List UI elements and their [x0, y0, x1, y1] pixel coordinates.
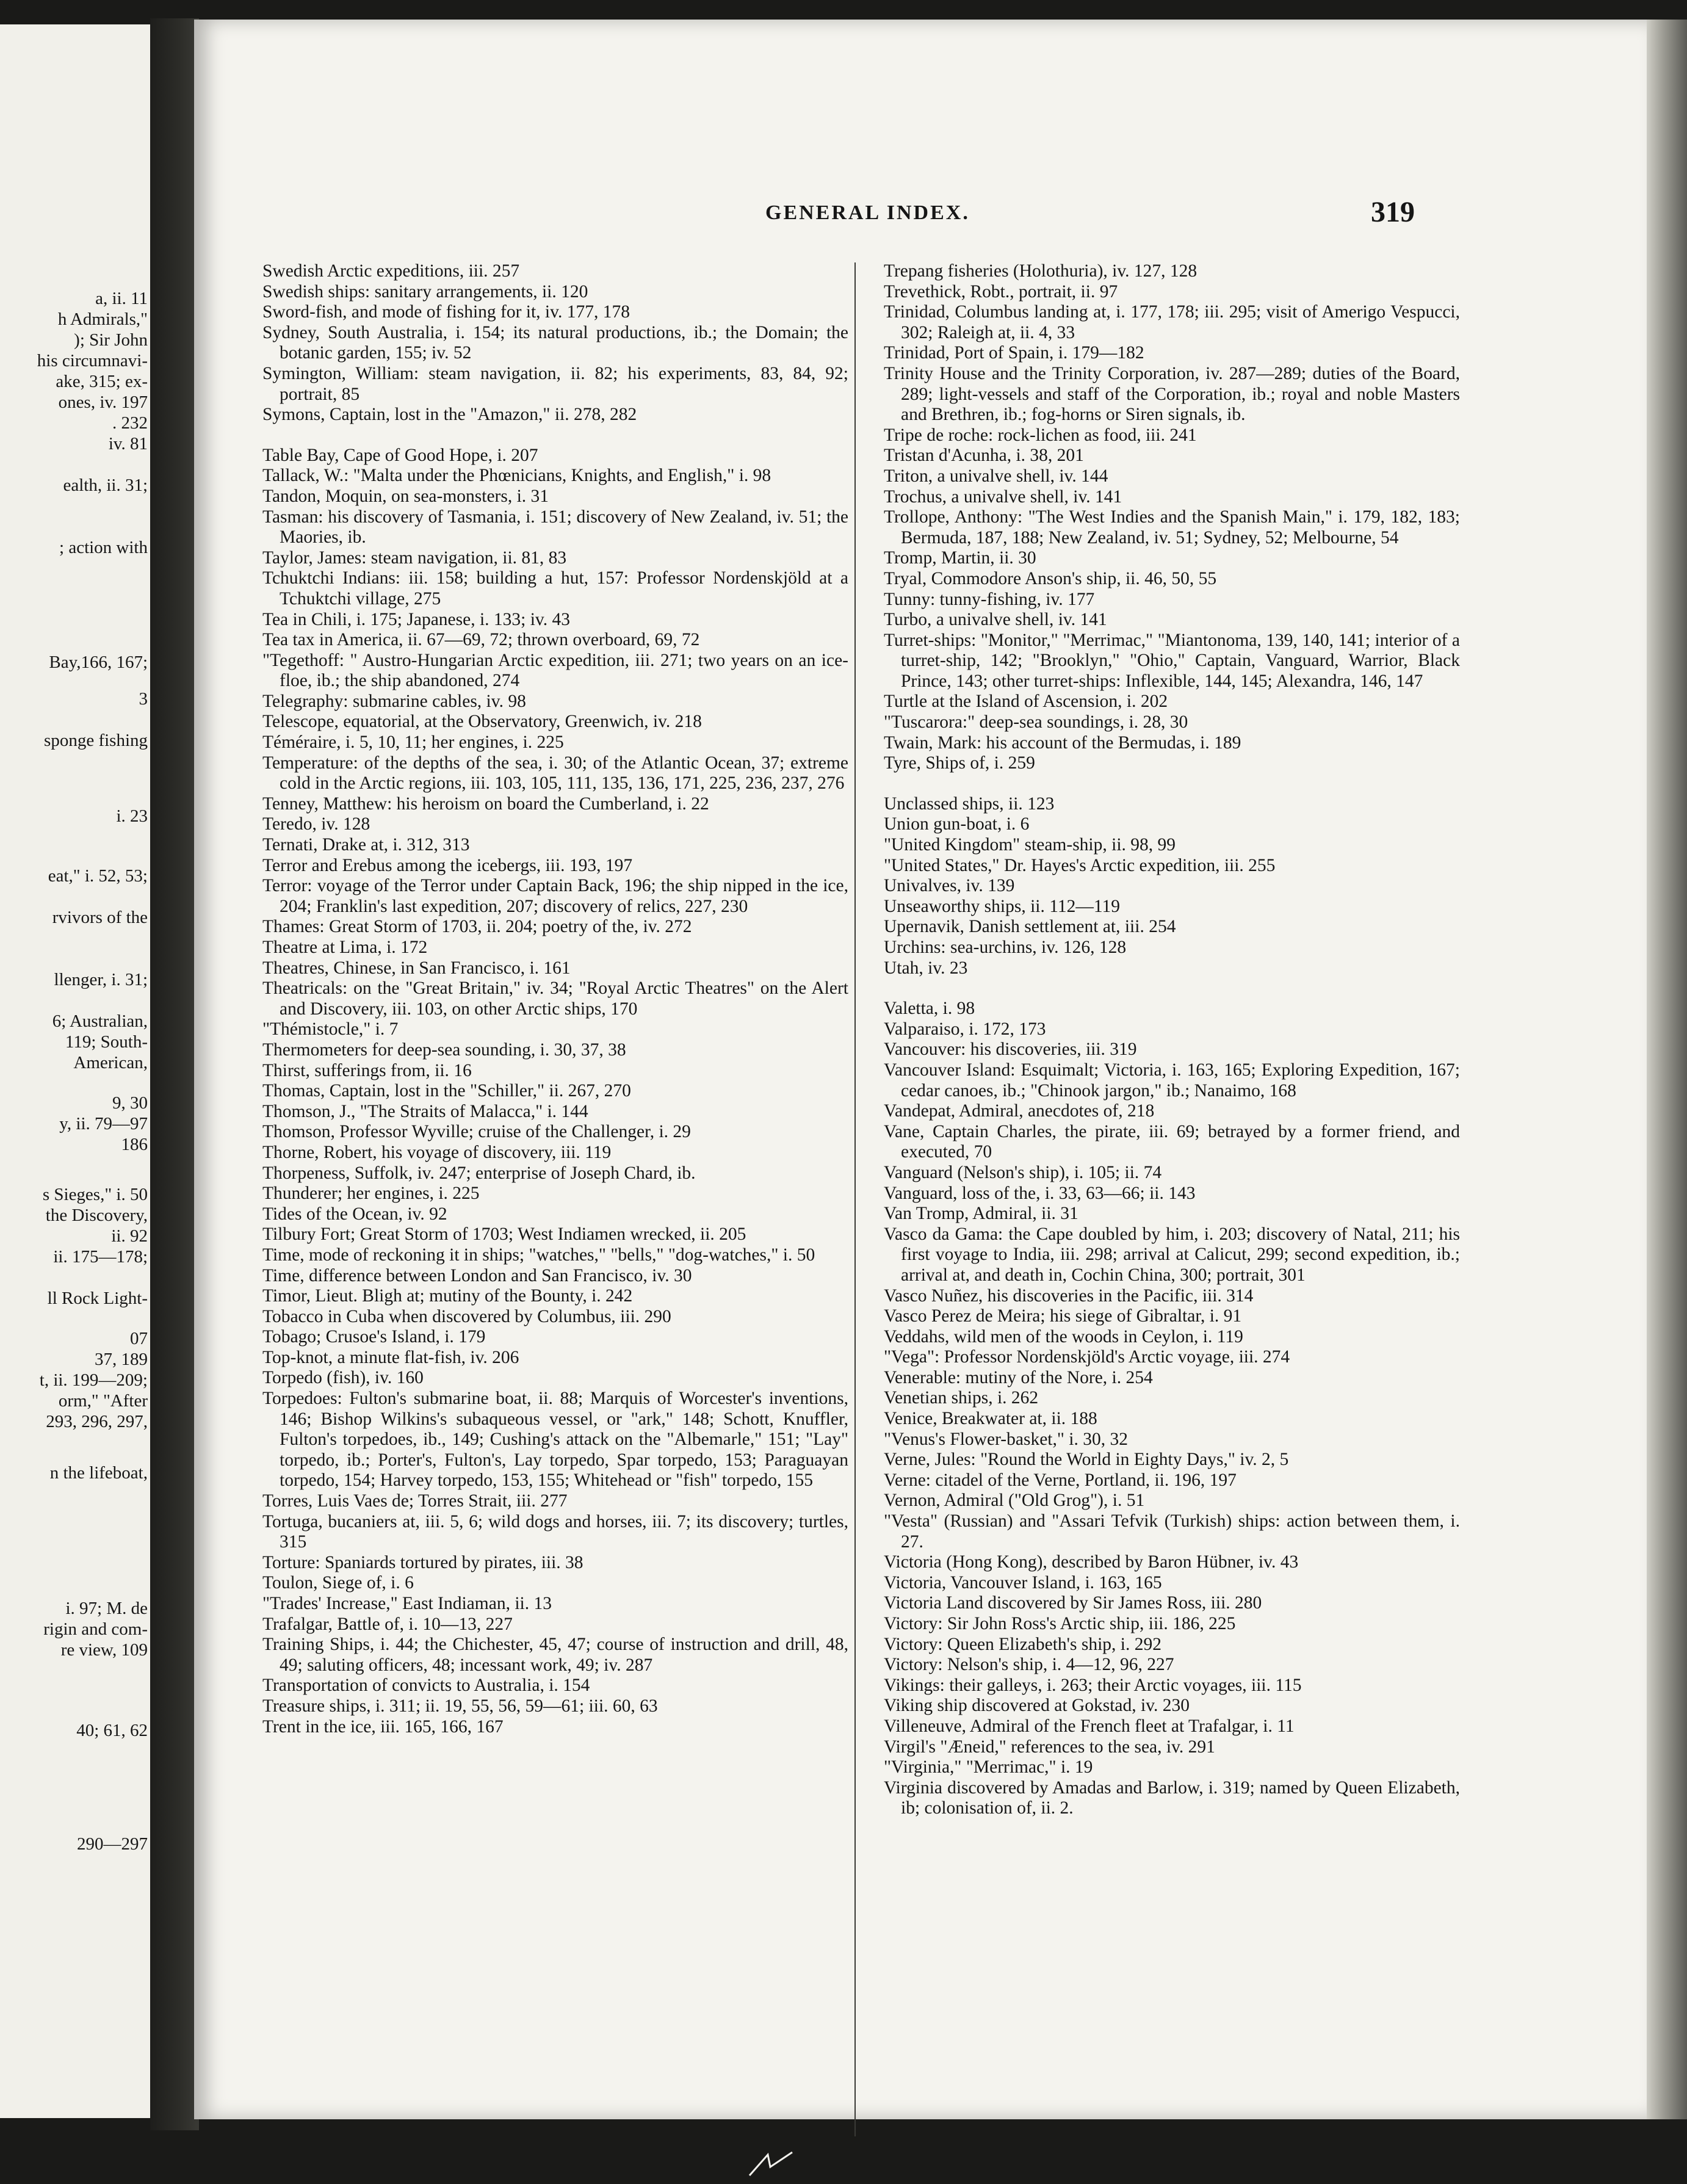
index-entry: Vasco Perez de Meira; his siege of Gibraltar, i. 91	[884, 1306, 1242, 1326]
index-entry: Vernon, Admiral ("Old Grog"), i. 51	[884, 1491, 1145, 1511]
index-entry: Swedish ships: sanitary arrangements, ii. 120	[262, 281, 588, 302]
scan-mark-icon	[743, 2149, 798, 2179]
facing-page-fragment: . 232	[112, 413, 148, 433]
index-entry: Thomson, Professor Wyville; cruise of the Challenger, i. 29	[262, 1122, 691, 1142]
index-entry: Tilbury Fort; Great Storm of 1703; West Indiamen wrecked, ii. 205	[262, 1224, 746, 1245]
index-entry: "Vega": Professor Nordenskjöld's Arctic voyage, iii. 274	[884, 1347, 1290, 1367]
index-entry: Thomas, Captain, lost in the "Schiller," ii. 267, 270	[262, 1081, 631, 1101]
index-entry: Vanguard, loss of the, i. 33, 63—66; ii. 143	[884, 1183, 1196, 1203]
facing-page-fragment: 40; 61, 62	[76, 1721, 148, 1740]
index-entry: Tristan d'Acunha, i. 38, 201	[884, 446, 1084, 466]
facing-page-fragment: sponge fishing	[44, 731, 148, 750]
facing-page-fragment: llenger, i. 31;	[54, 970, 148, 989]
index-entry: Venetian ships, i. 262	[884, 1388, 1039, 1408]
index-entry: Symington, William: steam navigation, ii. 82; his experiments, 83, 84, 92; portrait, 85	[262, 363, 848, 404]
index-entry: Thomson, J., "The Straits of Malacca," i. 144	[262, 1101, 588, 1121]
facing-page-fragment: orm," "After	[58, 1391, 148, 1411]
index-entry: Tobacco in Cuba when discovered by Columbus, iii. 290	[262, 1306, 671, 1326]
index-entry: Vandepat, Admiral, anecdotes of, 218	[884, 1101, 1155, 1121]
index-entry: Trevethick, Robt., portrait, ii. 97	[884, 281, 1118, 302]
index-entry: Vancouver: his discoveries, iii. 319	[884, 1040, 1137, 1060]
index-entry: Thermometers for deep-sea sounding, i. 30, 37, 38	[262, 1040, 626, 1060]
index-entry: Vanguard (Nelson's ship), i. 105; ii. 74	[884, 1162, 1162, 1182]
index-entry: Venerable: mutiny of the Nore, i. 254	[884, 1367, 1153, 1387]
index-entry: "Trades' Increase," East Indiaman, ii. 13	[262, 1594, 552, 1613]
index-entry: Victoria (Hong Kong), described by Baron Hübner, iv. 43	[884, 1552, 1299, 1572]
index-entry: Utah, iv. 23	[884, 958, 968, 978]
index-entry: Venice, Breakwater at, ii. 188	[884, 1409, 1097, 1429]
index-entry: Tyre, Ships of, i. 259	[884, 753, 1035, 773]
index-entry: Tunny: tunny-fishing, iv. 177	[884, 589, 1095, 609]
facing-page-fragment: 186	[121, 1135, 148, 1154]
index-entry: Time, difference between London and San Francisco, iv. 30	[262, 1265, 692, 1285]
index-entry: Terror and Erebus among the icebergs, iii. 193, 197	[262, 855, 633, 875]
index-entry: "Thémistocle," i. 7	[262, 1019, 399, 1040]
index-entry: Treasure ships, i. 311; ii. 19, 55, 56, 59—61; iii. 60, 63	[262, 1696, 658, 1716]
index-entry: Triton, a univalve shell, iv. 144	[884, 466, 1108, 486]
index-entry: "Tegethoff: " Austro-Hungarian Arctic expedition, iii. 271; two years on an ice-floe, ib.; the ship abandoned, 274	[262, 650, 848, 691]
index-entry: Toulon, Siege of, i. 6	[262, 1573, 414, 1593]
index-entry: Thunderer; her engines, i. 225	[262, 1184, 480, 1204]
running-header-title: GENERAL INDEX.	[765, 201, 970, 224]
index-entry: Valparaiso, i. 172, 173	[884, 1019, 1046, 1039]
index-entry: "Vesta" (Russian) and "Assari Tefvik (Turkish) ships: action between them, i. 27.	[884, 1511, 1460, 1552]
page-stack-edge	[1647, 20, 1687, 2119]
index-entry: "United Kingdom" steam-ship, ii. 98, 99	[884, 835, 1176, 855]
facing-page-fragment: iv. 81	[108, 434, 148, 454]
facing-page-fragment: ii. 92	[111, 1226, 148, 1246]
index-entry: Tryal, Commodore Anson's ship, ii. 46, 50, 55	[884, 568, 1217, 588]
index-entry: Tobago; Crusoe's Island, i. 179	[262, 1327, 486, 1347]
index-entry: "Tuscarora:" deep-sea soundings, i. 28, 30	[884, 712, 1188, 732]
index-entry: Torres, Luis Vaes de; Torres Strait, iii. 277	[262, 1491, 568, 1511]
index-entry: Telegraphy: submarine cables, iv. 98	[262, 691, 526, 711]
index-entry: "United States," Dr. Hayes's Arctic expedition, iii. 255	[884, 855, 1276, 875]
index-entry: Transportation of convicts to Australia, i. 154	[262, 1676, 590, 1696]
index-entry: Unseaworthy ships, ii. 112—119	[884, 896, 1121, 916]
index-entry: Union gun-boat, i. 6	[884, 814, 1030, 834]
facing-page-fragment: 37, 189	[95, 1350, 148, 1369]
index-entry: Teredo, iv. 128	[262, 814, 370, 834]
index-entry: Virginia discovered by Amadas and Barlow, i. 319; named by Queen Elizabeth, ib; colonisation of, ii. 2.	[884, 1777, 1460, 1818]
index-entry: Torture: Spaniards tortured by pirates, iii. 38	[262, 1552, 583, 1572]
facing-page-fragment: 3	[139, 689, 148, 709]
index-entry: Trepang fisheries (Holothuria), iv. 127, 128	[884, 261, 1198, 281]
index-entry: Trinidad, Port of Spain, i. 179—182	[884, 343, 1144, 363]
index-entry: Veddahs, wild men of the woods in Ceylon, i. 119	[884, 1326, 1243, 1347]
facing-page-fragment: his circumnavi-	[37, 351, 148, 371]
facing-page-fragment: 293, 296, 297,	[46, 1412, 148, 1431]
index-entry: Trollope, Anthony: "The West Indies and the Spanish Main," i. 179, 182, 183; Bermuda, 187, 188; New Zealand, iv. 51; Sydney, 52; Melbourne, 54	[884, 507, 1460, 548]
index-entry: Taylor, James: steam navigation, ii. 81, 83	[262, 548, 567, 568]
index-entry: Theatre at Lima, i. 172	[262, 938, 428, 957]
facing-page-fragment: 9, 30	[112, 1093, 148, 1113]
index-entry: Time, mode of reckoning it in ships; "watches," "bells," "dog-watches," i. 50	[262, 1245, 815, 1265]
facing-page-fragment: ii. 175—178;	[53, 1247, 148, 1267]
facing-page-fragment: ; action with	[59, 538, 148, 557]
index-entry: Trent in the ice, iii. 165, 166, 167	[262, 1716, 504, 1737]
index-entry: Tchuktchi Indians: iii. 158; building a hut, 157: Professor Nordenskjöld at a Tchuktchi village, 275	[262, 568, 848, 609]
facing-page-fragment: eat," i. 52, 53;	[48, 866, 148, 886]
index-entry: Thames: Great Storm of 1703, ii. 204; poetry of the, iv. 272	[262, 917, 692, 937]
index-entry: Turret-ships: "Monitor," "Merrimac," "Miantonoma, 139, 140, 141; interior of a turret-ship, 142; "Brooklyn," "Ohio," Captain, Vanguard, Warrior, Black Prince, 143; other turret-ships: Inflexible, 144, 145; Alexandra, 146, 147	[884, 630, 1460, 691]
index-entry: Tea in Chili, i. 175; Japanese, i. 133; iv. 43	[262, 609, 571, 629]
index-entry: Sydney, South Australia, i. 154; its natural productions, ib.; the Domain; the botanic garden, 155; iv. 52	[262, 322, 848, 363]
index-entry: Vasco da Gama: the Cape doubled by him, i. 203; discovery of Natal, 211; his first voyage to India, iii. 298; arrival at Calicut, 299; second expedition, ib.; arrival at, and death in, Cochin China, 300; portrait, 301	[884, 1224, 1460, 1285]
index-entry: Virgil's "Æneid," references to the sea, iv. 291	[884, 1737, 1215, 1757]
facing-page-fragment: t, ii. 199—209;	[39, 1370, 148, 1390]
index-entry: Victory: Nelson's ship, i. 4—12, 96, 227	[884, 1655, 1174, 1675]
facing-page-fragment: n the lifeboat,	[49, 1463, 148, 1483]
index-entry: Vikings: their galleys, i. 263; their Arctic voyages, iii. 115	[884, 1675, 1302, 1695]
facing-page-fragment: re view, 109	[60, 1640, 148, 1660]
index-entry: Vasco Nuñez, his discoveries in the Pacific, iii. 314	[884, 1285, 1254, 1306]
index-entry: Tripe de roche: rock-lichen as food, iii. 241	[884, 425, 1197, 445]
index-entry: Villeneuve, Admiral of the French fleet at Trafalgar, i. 11	[884, 1716, 1295, 1736]
index-entry: Tortuga, bucaniers at, iii. 5, 6; wild dogs and horses, iii. 7; its discovery; turtles, 315	[262, 1511, 848, 1552]
index-entry: Tides of the Ocean, iv. 92	[262, 1204, 447, 1224]
index-entry: Tallack, W.: "Malta under the Phœnicians, Knights, and English," i. 98	[262, 466, 771, 486]
index-entry: Unclassed ships, ii. 123	[884, 794, 1055, 814]
index-entry: Upernavik, Danish settlement at, iii. 254	[884, 917, 1176, 937]
facing-page-fragment: rigin and com-	[43, 1619, 148, 1639]
index-entry: Victoria, Vancouver Island, i. 163, 165	[884, 1572, 1162, 1593]
facing-page-fragment: ); Sir John	[74, 330, 148, 350]
facing-page-edge	[0, 24, 154, 2118]
index-entry: Terror: voyage of the Terror under Captain Back, 196; the ship nipped in the ice, 204; Franklin's last expedition, 207; discovery of relics, 227, 230	[262, 876, 848, 916]
index-entry: Tandon, Moquin, on sea-monsters, i. 31	[262, 486, 549, 506]
index-entry: Symons, Captain, lost in the "Amazon," ii. 278, 282	[262, 405, 637, 425]
index-entry: Torpedo (fish), iv. 160	[262, 1368, 424, 1388]
book-gutter	[150, 18, 199, 2130]
index-entry: Swedish Arctic expeditions, iii. 257	[262, 261, 520, 281]
index-entry: Twain, Mark: his account of the Bermudas, i. 189	[884, 732, 1241, 753]
index-entry: Victory: Queen Elizabeth's ship, i. 292	[884, 1634, 1161, 1654]
index-entry: Trinidad, Columbus landing at, i. 177, 178; iii. 295; visit of Amerigo Vespucci, 302; Raleigh at, ii. 4, 33	[884, 302, 1460, 342]
index-entry: Téméraire, i. 5, 10, 11; her engines, i. 225	[262, 732, 564, 753]
facing-page-fragment: ll Rock Light-	[47, 1289, 148, 1308]
index-entry: Theatres, Chinese, in San Francisco, i. 161	[262, 958, 571, 978]
index-entry: Tasman: his discovery of Tasmania, i. 151; discovery of New Zealand, iv. 51; the Maories, ib.	[262, 507, 848, 548]
facing-page-fragment: 6; Australian,	[52, 1011, 148, 1031]
index-entry: Univalves, iv. 139	[884, 876, 1015, 896]
facing-page-fragment: y, ii. 79—97	[59, 1114, 148, 1134]
facing-page-fragment: s Sieges," i. 50	[42, 1185, 148, 1204]
index-entry: Ternati, Drake at, i. 312, 313	[262, 835, 470, 855]
index-entry: Temperature: of the depths of the sea, i. 30; of the Atlantic Ocean, 37; extreme cold in the Arctic regions, iii. 103, 105, 111, 135, 136, 171, 225, 236, 237, 276	[262, 753, 848, 794]
facing-page-fragment: American,	[73, 1053, 148, 1072]
facing-page-fragment: ones, iv. 197	[58, 392, 148, 412]
index-entry: Vancouver Island: Esquimalt; Victoria, i. 163, 165; Exploring Expedition, 167; cedar canoes, ib.; "Chinook jargon," ib.; Nanaimo, 168	[884, 1060, 1460, 1101]
index-entry: Thorne, Robert, his voyage of discovery, iii. 119	[262, 1142, 612, 1162]
index-entry: Valetta, i. 98	[884, 999, 975, 1019]
index-entry: Vane, Captain Charles, the pirate, iii. 69; betrayed by a former friend, and executed, 70	[884, 1121, 1460, 1162]
index-entry: Urchins: sea-urchins, iv. 126, 128	[884, 938, 1127, 957]
index-entry: Turbo, a univalve shell, iv. 141	[884, 610, 1107, 630]
facing-page-fragment: a, ii. 11	[95, 289, 148, 308]
facing-page-fragment: 290—297	[77, 1834, 148, 1854]
facing-page-fragment: ake, 315; ex-	[56, 372, 148, 391]
index-entry: Victoria Land discovered by Sir James Ross, iii. 280	[884, 1593, 1262, 1613]
index-entry: Van Tromp, Admiral, ii. 31	[884, 1204, 1078, 1224]
index-entry: Verne, Jules: "Round the World in Eighty Days," iv. 2, 5	[884, 1450, 1289, 1470]
index-entry: Victory: Sir John Ross's Arctic ship, iii. 186, 225	[884, 1614, 1236, 1633]
index-entry: "Venus's Flower-basket," i. 30, 32	[884, 1429, 1128, 1449]
index-entry: "Virginia," "Merrimac," i. 19	[884, 1757, 1093, 1777]
index-entry: Trinity House and the Trinity Corporation, iv. 287—289; duties of the Board, 289; light-vessels and staff of the Corporation, ib.; royal and noble Masters and Brethren, ib.; fog-horns or Siren signals, ib.	[884, 363, 1460, 425]
index-entry: Tea tax in America, ii. 67—69, 72; thrown overboard, 69, 72	[262, 630, 700, 650]
column-divider	[854, 262, 856, 2136]
index-entry: Theatricals: on the "Great Britain," iv. 34; "Royal Arctic Theatres" on the Alert and Discovery, iii. 103, on other Arctic ships, 170	[262, 978, 848, 1019]
index-column-left	[262, 261, 848, 1737]
index-entry: Thirst, sufferings from, ii. 16	[262, 1060, 472, 1080]
facing-page-fragment: i. 23	[116, 806, 148, 826]
index-entry: Turtle at the Island of Ascension, i. 202	[884, 692, 1168, 712]
facing-page-fragment: rvivors of the	[52, 908, 148, 927]
facing-page-fragment: 119; South-	[65, 1032, 148, 1052]
index-entry: Verne: citadel of the Verne, Portland, ii. 196, 197	[884, 1470, 1237, 1490]
index-column-right	[884, 261, 1460, 1819]
facing-page-fragment: h Admirals,"	[57, 309, 148, 329]
index-entry: Tenney, Matthew: his heroism on board the Cumberland, i. 22	[262, 794, 709, 814]
index-entry: Top-knot, a minute flat-fish, iv. 206	[262, 1347, 519, 1367]
index-entry: Table Bay, Cape of Good Hope, i. 207	[262, 445, 538, 465]
facing-page-fragment: the Discovery,	[45, 1206, 148, 1225]
index-entry: Tromp, Martin, ii. 30	[884, 548, 1036, 568]
index-entry: Sword-fish, and mode of fishing for it, iv. 177, 178	[262, 302, 630, 322]
facing-page-fragment: Bay,166, 167;	[49, 653, 148, 672]
index-entry: Thorpeness, Suffolk, iv. 247; enterprise of Joseph Chard, ib.	[262, 1163, 696, 1183]
index-entry: Training Ships, i. 44; the Chichester, 45, 47; course of instruction and drill, 48, 49; saluting officers, 48; incessant work, 49; iv. 287	[262, 1635, 848, 1675]
facing-page-fragment: 07	[130, 1329, 148, 1348]
index-entry: Torpedoes: Fulton's submarine boat, ii. 88; Marquis of Worcester's inventions, 146; Bishop Wilkins's subaqueous vessel, or "ark," 148; Schott, Knuffler, Fulton's torpedoes, ib., 149; Cushing's attack on the "Albemarle," 151; "Lay" torpedo, ib.; Porter's, Fulton's, Lay torpedo, Spar torpedo, 153; Paraguayan torpedo, 154; Harvey torpedo, 153, 155; Whitehead or "fish" torpedo, 155	[262, 1389, 848, 1491]
index-entry: Trochus, a univalve shell, iv. 141	[884, 486, 1122, 507]
facing-page-fragment: ealth, ii. 31;	[63, 475, 148, 495]
index-entry: Trafalgar, Battle of, i. 10—13, 227	[262, 1614, 513, 1634]
index-entry: Telescope, equatorial, at the Observatory, Greenwich, iv. 218	[262, 712, 702, 732]
page-number: 319	[1371, 196, 1415, 228]
index-entry: Viking ship discovered at Gokstad, iv. 230	[884, 1696, 1190, 1716]
facing-page-fragment: i. 97; M. de	[65, 1599, 148, 1618]
index-entry: Timor, Lieut. Bligh at; mutiny of the Bounty, i. 242	[262, 1286, 633, 1306]
